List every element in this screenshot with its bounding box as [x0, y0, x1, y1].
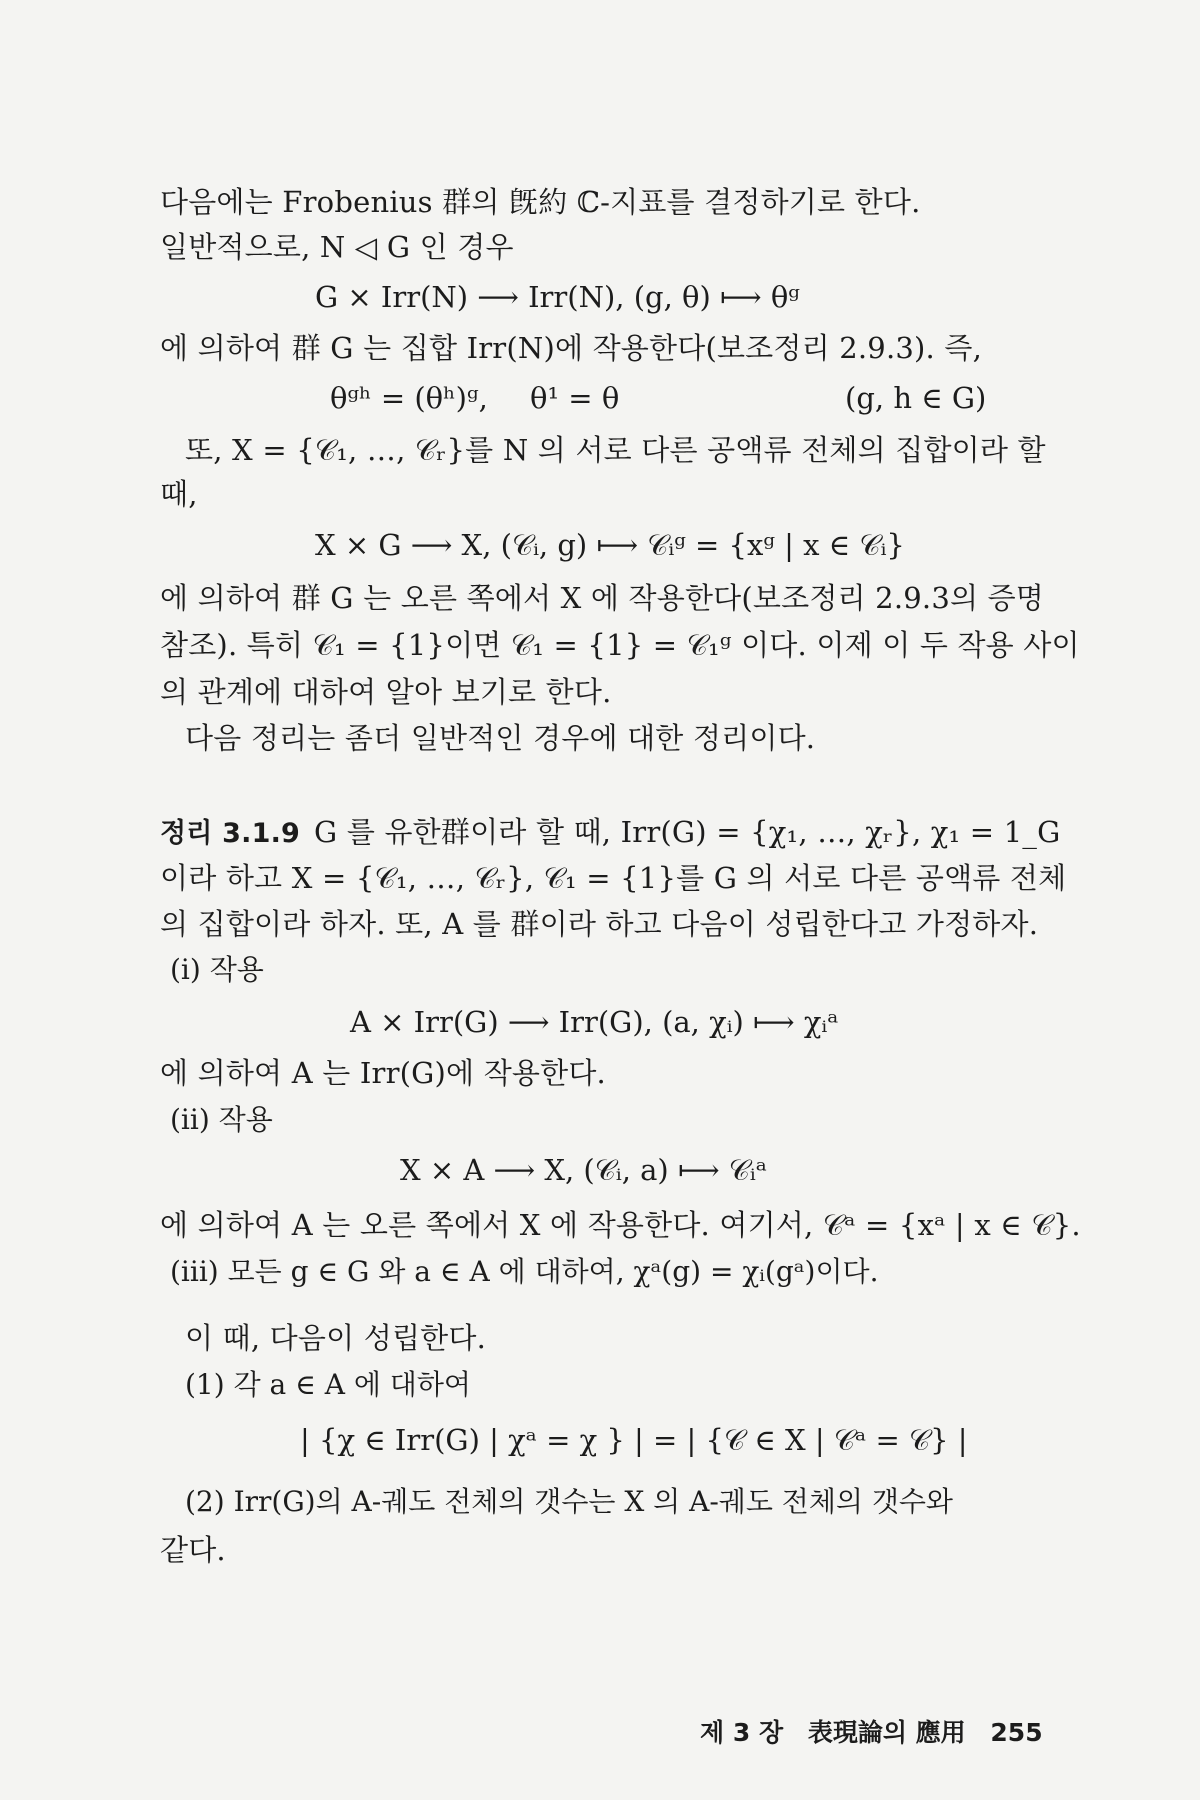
- footer-chapter: 제 3 장: [700, 1718, 784, 1747]
- footer-page-number: 255: [990, 1718, 1043, 1747]
- theorem-line-1-text: G 를 유한群이라 할 때, Irr(G) = {χ₁, …, χᵣ}, χ₁ = 1_G: [314, 815, 1061, 849]
- footer-title: 表現論의 應用: [807, 1718, 966, 1747]
- theorem-line-2: 이라 하고 X = {𝒞₁, …, 𝒞ᵣ}, 𝒞₁ = {1}를 G 의 서로 다른 공액류 전체: [160, 861, 1067, 895]
- paragraph-6: 에 의하여 A 는 Irr(G)에 작용한다.: [160, 1056, 606, 1090]
- paragraph-4-line-3: 의 관계에 대하여 알아 보기로 한다.: [160, 675, 612, 709]
- item-i: (i) 작용: [170, 953, 264, 986]
- item-2-line-2: 같다.: [160, 1533, 226, 1567]
- equation-2-left: θᵍʰ = (θʰ)ᵍ,: [330, 381, 488, 415]
- equation-6: | {χ ∈ Irr(G) | χᵃ = χ } | = | {𝒞 ∈ X | 𝒞ᵃ = 𝒞} |: [300, 1423, 968, 1457]
- theorem-line-3: 의 집합이라 하자. 또, A 를 群이라 하고 다음이 성립한다고 가정하자.: [160, 907, 1039, 941]
- equation-2-right: (g, h ∈ G): [845, 381, 987, 415]
- page-footer: [700, 1718, 1043, 1748]
- paragraph-8: 이 때, 다음이 성립한다.: [185, 1321, 487, 1355]
- item-1: (1) 각 a ∈ A 에 대하여: [185, 1368, 471, 1401]
- equation-1: G × Irr(N) ⟶ Irr(N), (g, θ) ⟼ θᵍ: [315, 280, 800, 314]
- paragraph-2-line-1: 에 의하여 群 G 는 집합 Irr(N)에 작용한다(보조정리 2.9.3). 즉,: [160, 331, 983, 365]
- paragraph-7: 에 의하여 A 는 오른 쪽에서 X 에 작용한다. 여기서, 𝒞ᵃ = {xᵃ | x ∈ 𝒞}.: [160, 1208, 1081, 1242]
- equation-4: A × Irr(G) ⟶ Irr(G), (a, χᵢ) ⟼ χᵢᵃ: [350, 1005, 839, 1039]
- equation-2-middle: θ¹ = θ: [530, 381, 620, 415]
- paragraph-3-line-2: 때,: [160, 477, 198, 511]
- theorem-label: 정리 3.1.9: [160, 818, 301, 849]
- paragraph-5: 다음 정리는 좀더 일반적인 경우에 대한 정리이다.: [185, 721, 816, 755]
- item-ii: (ii) 작용: [170, 1103, 273, 1136]
- item-iii: (iii) 모든 g ∈ G 와 a ∈ A 에 대하여, χᵃ(g) = χᵢ(gᵃ)이다.: [170, 1255, 879, 1288]
- paragraph-1-line-2: 일반적으로, N ◁ G 인 경우: [160, 230, 514, 264]
- paragraph-1-line-1: 다음에는 Frobenius 群의 旣約 ℂ-지표를 결정하기로 한다.: [160, 185, 921, 219]
- theorem-line-1: [160, 812, 1061, 854]
- equation-3: X × G ⟶ X, (𝒞ᵢ, g) ⟼ 𝒞ᵢᵍ = {xᵍ | x ∈ 𝒞ᵢ}: [315, 528, 905, 562]
- equation-5: X × A ⟶ X, (𝒞ᵢ, a) ⟼ 𝒞ᵢᵃ: [400, 1153, 767, 1187]
- paragraph-4-line-1: 에 의하여 群 G 는 오른 쪽에서 X 에 작용한다(보조정리 2.9.3의 증명: [160, 581, 1045, 615]
- paragraph-3-line-1: 또, X = {𝒞₁, …, 𝒞ᵣ}를 N 의 서로 다른 공액류 전체의 집합이라 할: [185, 433, 1046, 467]
- paragraph-4-line-2: 참조). 특히 𝒞₁ = {1}이면 𝒞₁ = {1} = 𝒞₁ᵍ 이다. 이제 이 두 작용 사이: [160, 628, 1080, 662]
- item-2-line-1: (2) Irr(G)의 A-궤도 전체의 갯수는 X 의 A-궤도 전체의 갯수와: [185, 1485, 953, 1518]
